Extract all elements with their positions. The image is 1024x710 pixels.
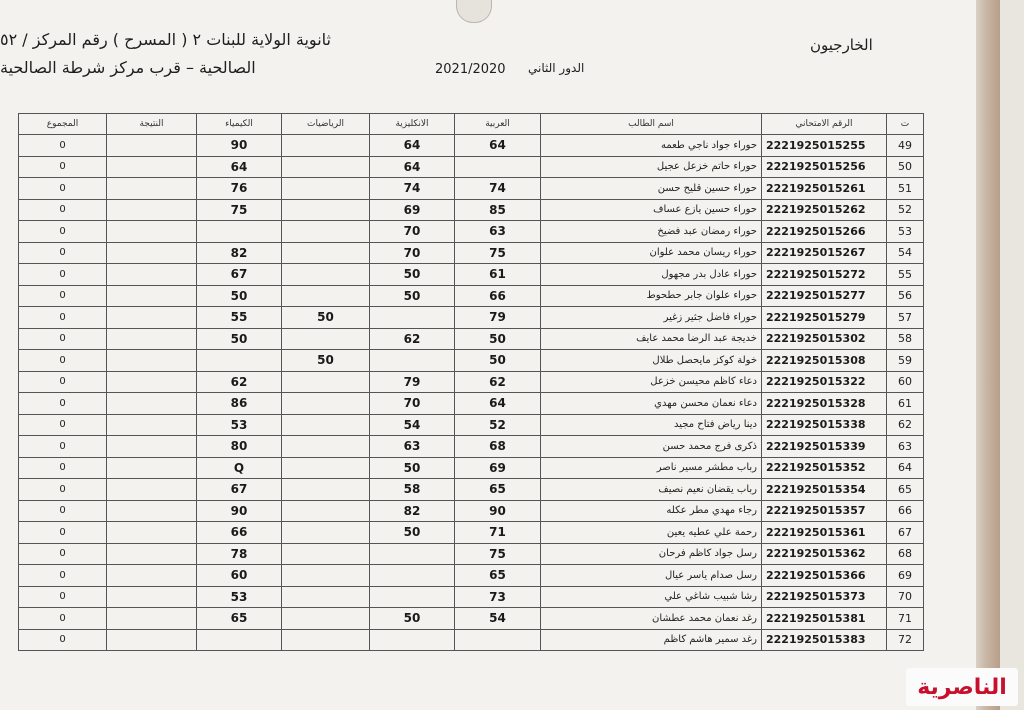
arabic-grade-cell: 54 [455, 608, 541, 630]
total-cell: 0 [19, 221, 107, 243]
english-grade-cell [370, 565, 455, 587]
table-row [19, 371, 924, 393]
result-cell [107, 221, 197, 243]
total-cell: 0 [19, 608, 107, 630]
student-name-cell: دعاء كاظم محيسن خزعل [541, 371, 762, 393]
math-grade-cell [282, 221, 370, 243]
table-row [19, 199, 924, 221]
header-col-result: النتيجة [107, 114, 197, 135]
chemistry-grade-cell: 67 [197, 479, 282, 501]
roll-number-cell: 2221925015322 [762, 371, 887, 393]
total-cell: 0 [19, 178, 107, 200]
result-cell [107, 178, 197, 200]
result-cell [107, 393, 197, 415]
student-name-cell: رباب يقضان نعيم نصيف [541, 479, 762, 501]
math-grade-cell [282, 608, 370, 630]
serial-cell: 62 [887, 414, 924, 436]
total-cell: 0 [19, 264, 107, 286]
english-grade-cell: 50 [370, 457, 455, 479]
arabic-grade-cell: 50 [455, 328, 541, 350]
serial-cell: 54 [887, 242, 924, 264]
chemistry-grade-cell: 78 [197, 543, 282, 565]
results-table [18, 113, 924, 651]
math-grade-cell [282, 178, 370, 200]
english-grade-cell: 69 [370, 199, 455, 221]
english-grade-cell: 50 [370, 608, 455, 630]
student-name-cell: حوراء ريسان محمد علوان [541, 242, 762, 264]
roll-number-cell: 2221925015262 [762, 199, 887, 221]
result-cell [107, 328, 197, 350]
table-row [19, 586, 924, 608]
total-cell: 0 [19, 135, 107, 157]
student-name-cell: رجاء مهدي مطر عكله [541, 500, 762, 522]
arabic-grade-cell: 75 [455, 242, 541, 264]
arabic-grade-cell: 71 [455, 522, 541, 544]
total-cell: 0 [19, 500, 107, 522]
table-row [19, 328, 924, 350]
arabic-grade-cell: 64 [455, 393, 541, 415]
roll-number-cell: 2221925015261 [762, 178, 887, 200]
table-row [19, 608, 924, 630]
chemistry-grade-cell: 60 [197, 565, 282, 587]
total-cell: 0 [19, 393, 107, 415]
watermark-text: الناصرية [917, 674, 1007, 700]
serial-cell: 58 [887, 328, 924, 350]
arabic-grade-cell: 90 [455, 500, 541, 522]
serial-cell: 52 [887, 199, 924, 221]
chemistry-grade-cell: 76 [197, 178, 282, 200]
table-header-row [19, 114, 924, 135]
student-name-cell: خديجة عبد الرضا محمد عايف [541, 328, 762, 350]
math-grade-cell [282, 135, 370, 157]
math-grade-cell: 50 [282, 307, 370, 329]
table-row [19, 156, 924, 178]
student-name-cell: حوراء فاضل جثير زغير [541, 307, 762, 329]
student-name-cell: حوراء حسين قليح حسن [541, 178, 762, 200]
serial-cell: 65 [887, 479, 924, 501]
roll-number-cell: 2221925015277 [762, 285, 887, 307]
result-cell [107, 307, 197, 329]
academic-year: 2021/2020 [435, 62, 506, 77]
chemistry-grade-cell: 75 [197, 199, 282, 221]
header-col-serial: ت [887, 114, 924, 135]
header-col-english: الانكليزية [370, 114, 455, 135]
serial-cell: 56 [887, 285, 924, 307]
chemistry-grade-cell: 80 [197, 436, 282, 458]
total-cell: 0 [19, 629, 107, 651]
arabic-grade-cell: 61 [455, 264, 541, 286]
result-cell [107, 608, 197, 630]
result-cell [107, 414, 197, 436]
english-grade-cell: 54 [370, 414, 455, 436]
total-cell: 0 [19, 350, 107, 372]
english-grade-cell [370, 307, 455, 329]
arabic-grade-cell: 79 [455, 307, 541, 329]
english-grade-cell: 70 [370, 221, 455, 243]
roll-number-cell: 2221925015383 [762, 629, 887, 651]
total-cell: 0 [19, 328, 107, 350]
math-grade-cell [282, 565, 370, 587]
student-name-cell: رغد سمير هاشم كاظم [541, 629, 762, 651]
student-name-cell: خولة كوكز مايحصل طلال [541, 350, 762, 372]
student-name-cell: رسل جواد كاظم فرحان [541, 543, 762, 565]
math-grade-cell [282, 156, 370, 178]
roll-number-cell: 2221925015354 [762, 479, 887, 501]
serial-cell: 55 [887, 264, 924, 286]
english-grade-cell: 70 [370, 242, 455, 264]
table-row [19, 479, 924, 501]
page-edge [976, 0, 1000, 710]
serial-cell: 60 [887, 371, 924, 393]
serial-cell: 50 [887, 156, 924, 178]
english-grade-cell [370, 586, 455, 608]
table-row [19, 307, 924, 329]
arabic-grade-cell: 69 [455, 457, 541, 479]
serial-cell: 71 [887, 608, 924, 630]
serial-cell: 59 [887, 350, 924, 372]
arabic-grade-cell: 64 [455, 135, 541, 157]
total-cell: 0 [19, 371, 107, 393]
student-name-cell: حوراء حسين يازع عساف [541, 199, 762, 221]
result-cell [107, 156, 197, 178]
chemistry-grade-cell: 53 [197, 586, 282, 608]
total-cell: 0 [19, 457, 107, 479]
table-row [19, 264, 924, 286]
arabic-grade-cell: 73 [455, 586, 541, 608]
total-cell: 0 [19, 242, 107, 264]
serial-cell: 69 [887, 565, 924, 587]
roll-number-cell: 2221925015279 [762, 307, 887, 329]
arabic-grade-cell [455, 156, 541, 178]
header-col-total: المجموع [19, 114, 107, 135]
arabic-grade-cell: 85 [455, 199, 541, 221]
serial-cell: 57 [887, 307, 924, 329]
chemistry-grade-cell: Q [197, 457, 282, 479]
english-grade-cell: 63 [370, 436, 455, 458]
chemistry-grade-cell: 50 [197, 285, 282, 307]
chemistry-grade-cell: 82 [197, 242, 282, 264]
result-cell [107, 522, 197, 544]
english-grade-cell: 74 [370, 178, 455, 200]
serial-cell: 64 [887, 457, 924, 479]
student-name-cell: حوراء عادل بدر مجهول [541, 264, 762, 286]
arabic-grade-cell: 66 [455, 285, 541, 307]
exam-round: الدور الثاني [528, 61, 585, 75]
arabic-grade-cell: 65 [455, 565, 541, 587]
official-seal-icon [456, 0, 492, 23]
table-row [19, 393, 924, 415]
roll-number-cell: 2221925015272 [762, 264, 887, 286]
result-cell [107, 371, 197, 393]
total-cell: 0 [19, 414, 107, 436]
math-grade-cell [282, 242, 370, 264]
serial-cell: 51 [887, 178, 924, 200]
result-cell [107, 479, 197, 501]
roll-number-cell: 2221925015362 [762, 543, 887, 565]
student-name-cell: رغد نعمان محمد عطشان [541, 608, 762, 630]
total-cell: 0 [19, 156, 107, 178]
roll-number-cell: 2221925015352 [762, 457, 887, 479]
chemistry-grade-cell: 67 [197, 264, 282, 286]
student-name-cell: حوراء علوان جابر حطحوط [541, 285, 762, 307]
header-col-chemistry: الكيمياء [197, 114, 282, 135]
roll-number-cell: 2221925015339 [762, 436, 887, 458]
roll-number-cell: 2221925015328 [762, 393, 887, 415]
total-cell: 0 [19, 285, 107, 307]
serial-cell: 61 [887, 393, 924, 415]
math-grade-cell [282, 199, 370, 221]
arabic-grade-cell [455, 629, 541, 651]
roll-number-cell: 2221925015366 [762, 565, 887, 587]
arabic-grade-cell: 62 [455, 371, 541, 393]
student-name-cell: رباب مطشر مسير ناصر [541, 457, 762, 479]
math-grade-cell [282, 328, 370, 350]
chemistry-grade-cell: 90 [197, 500, 282, 522]
chemistry-grade-cell [197, 629, 282, 651]
result-cell [107, 264, 197, 286]
result-cell [107, 135, 197, 157]
student-name-cell: ذكرى فرج محمد حسن [541, 436, 762, 458]
english-grade-cell: 64 [370, 135, 455, 157]
serial-cell: 68 [887, 543, 924, 565]
total-cell: 0 [19, 565, 107, 587]
watermark-logo [906, 668, 1018, 706]
arabic-grade-cell: 65 [455, 479, 541, 501]
student-name-cell: حوراء جواد ناجي طعمه [541, 135, 762, 157]
english-grade-cell: 62 [370, 328, 455, 350]
total-cell: 0 [19, 543, 107, 565]
chemistry-grade-cell: 66 [197, 522, 282, 544]
result-cell [107, 457, 197, 479]
arabic-grade-cell: 68 [455, 436, 541, 458]
table-row [19, 135, 924, 157]
result-cell [107, 543, 197, 565]
math-grade-cell [282, 414, 370, 436]
english-grade-cell: 50 [370, 264, 455, 286]
header-col-arabic: العربية [455, 114, 541, 135]
student-category: الخارجيون [810, 36, 873, 54]
math-grade-cell [282, 500, 370, 522]
chemistry-grade-cell: 53 [197, 414, 282, 436]
result-cell [107, 629, 197, 651]
english-grade-cell: 58 [370, 479, 455, 501]
chemistry-grade-cell: 65 [197, 608, 282, 630]
serial-cell: 63 [887, 436, 924, 458]
chemistry-grade-cell: 64 [197, 156, 282, 178]
result-cell [107, 565, 197, 587]
arabic-grade-cell: 74 [455, 178, 541, 200]
arabic-grade-cell: 75 [455, 543, 541, 565]
student-name-cell: رسل صدام ياسر عيال [541, 565, 762, 587]
result-cell [107, 199, 197, 221]
math-grade-cell [282, 522, 370, 544]
roll-number-cell: 2221925015267 [762, 242, 887, 264]
student-name-cell: حوراء حاتم خزعل عجيل [541, 156, 762, 178]
header-col-roll-number: الرقم الامتحاني [762, 114, 887, 135]
header-col-student-name: اسم الطالب [541, 114, 762, 135]
result-cell [107, 500, 197, 522]
total-cell: 0 [19, 479, 107, 501]
roll-number-cell: 2221925015361 [762, 522, 887, 544]
english-grade-cell [370, 629, 455, 651]
roll-number-cell: 2221925015302 [762, 328, 887, 350]
arabic-grade-cell: 50 [455, 350, 541, 372]
roll-number-cell: 2221925015308 [762, 350, 887, 372]
math-grade-cell [282, 479, 370, 501]
english-grade-cell: 50 [370, 522, 455, 544]
table-row [19, 414, 924, 436]
math-grade-cell [282, 543, 370, 565]
english-grade-cell: 82 [370, 500, 455, 522]
arabic-grade-cell: 52 [455, 414, 541, 436]
roll-number-cell: 2221925015338 [762, 414, 887, 436]
roll-number-cell: 2221925015381 [762, 608, 887, 630]
math-grade-cell [282, 393, 370, 415]
header-col-math: الرياضيات [282, 114, 370, 135]
table-row [19, 285, 924, 307]
table-row [19, 242, 924, 264]
math-grade-cell [282, 457, 370, 479]
table-row [19, 500, 924, 522]
student-name-cell: دعاء نعمان محسن مهدي [541, 393, 762, 415]
math-grade-cell: 50 [282, 350, 370, 372]
english-grade-cell [370, 350, 455, 372]
school-title: ثانوية الولاية للبنات ٢ ( المسرح ) رقم المركز / ٥٢ [0, 30, 331, 49]
serial-cell: 70 [887, 586, 924, 608]
math-grade-cell [282, 264, 370, 286]
student-name-cell: دينا رياض فتاح مجيد [541, 414, 762, 436]
result-cell [107, 586, 197, 608]
serial-cell: 72 [887, 629, 924, 651]
student-name-cell: رشا شبيب شاغي علي [541, 586, 762, 608]
total-cell: 0 [19, 586, 107, 608]
math-grade-cell [282, 586, 370, 608]
english-grade-cell: 79 [370, 371, 455, 393]
math-grade-cell [282, 285, 370, 307]
chemistry-grade-cell [197, 350, 282, 372]
school-address: الصالحية – قرب مركز شرطة الصالحية [0, 58, 256, 77]
table-row [19, 457, 924, 479]
serial-cell: 66 [887, 500, 924, 522]
chemistry-grade-cell: 55 [197, 307, 282, 329]
chemistry-grade-cell [197, 221, 282, 243]
result-cell [107, 285, 197, 307]
math-grade-cell [282, 629, 370, 651]
english-grade-cell [370, 543, 455, 565]
roll-number-cell: 2221925015266 [762, 221, 887, 243]
table-row [19, 522, 924, 544]
chemistry-grade-cell: 62 [197, 371, 282, 393]
table-row [19, 565, 924, 587]
table-row [19, 436, 924, 458]
arabic-grade-cell: 63 [455, 221, 541, 243]
total-cell: 0 [19, 522, 107, 544]
total-cell: 0 [19, 436, 107, 458]
serial-cell: 67 [887, 522, 924, 544]
student-name-cell: حوراء رمضان عبد فضيخ [541, 221, 762, 243]
math-grade-cell [282, 371, 370, 393]
roll-number-cell: 2221925015255 [762, 135, 887, 157]
table-row [19, 178, 924, 200]
total-cell: 0 [19, 307, 107, 329]
serial-cell: 49 [887, 135, 924, 157]
english-grade-cell: 64 [370, 156, 455, 178]
table-row [19, 350, 924, 372]
chemistry-grade-cell: 90 [197, 135, 282, 157]
chemistry-grade-cell: 86 [197, 393, 282, 415]
roll-number-cell: 2221925015357 [762, 500, 887, 522]
table-row [19, 543, 924, 565]
math-grade-cell [282, 436, 370, 458]
total-cell: 0 [19, 199, 107, 221]
chemistry-grade-cell: 50 [197, 328, 282, 350]
table-row [19, 629, 924, 651]
serial-cell: 53 [887, 221, 924, 243]
english-grade-cell: 70 [370, 393, 455, 415]
roll-number-cell: 2221925015256 [762, 156, 887, 178]
roll-number-cell: 2221925015373 [762, 586, 887, 608]
student-name-cell: رحمة علي عطيه يعين [541, 522, 762, 544]
result-cell [107, 350, 197, 372]
table-row [19, 221, 924, 243]
result-cell [107, 436, 197, 458]
result-cell [107, 242, 197, 264]
english-grade-cell: 50 [370, 285, 455, 307]
